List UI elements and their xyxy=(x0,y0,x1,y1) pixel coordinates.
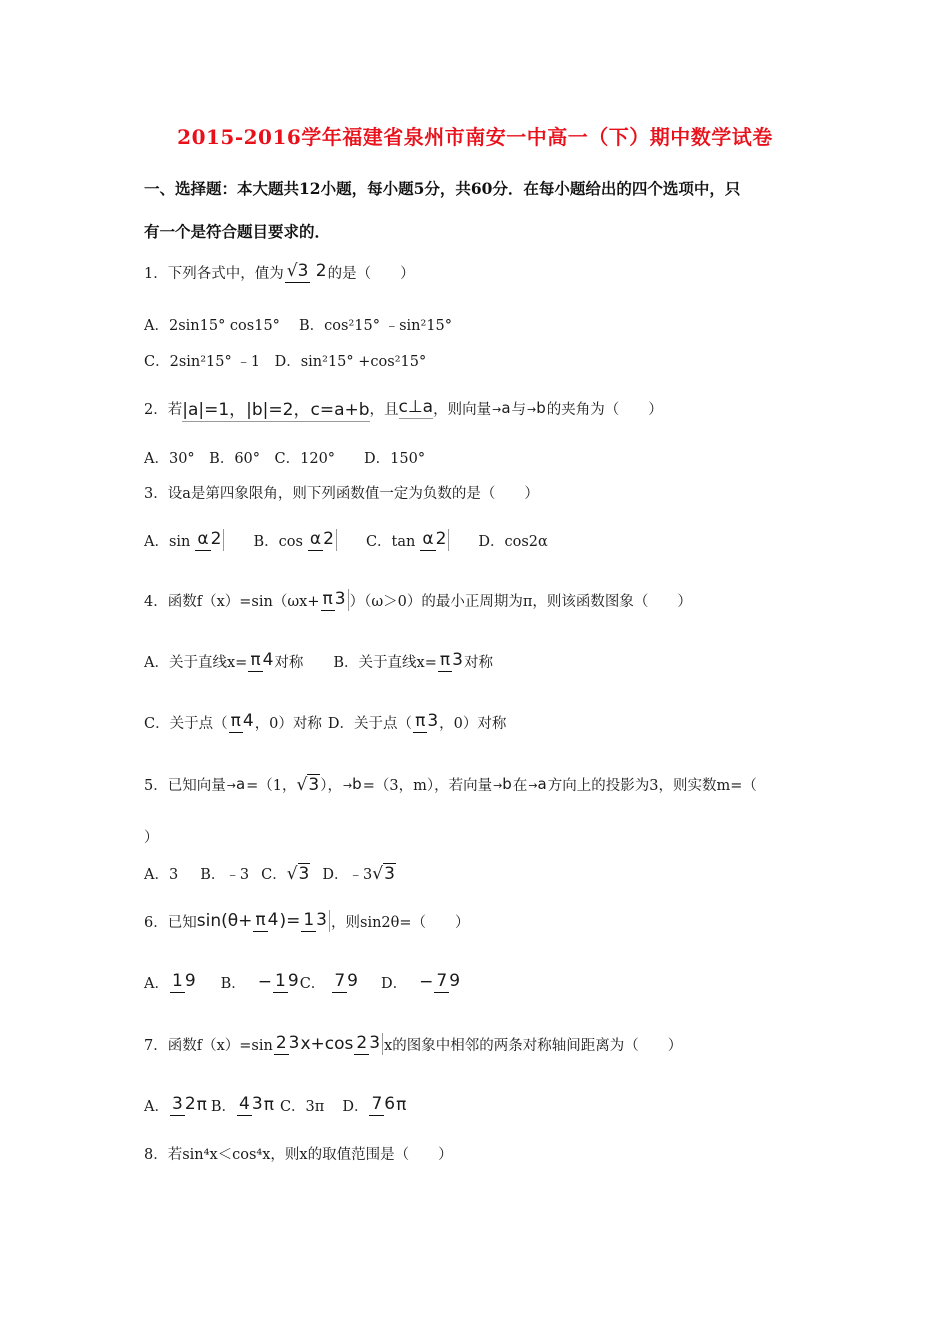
q5-opt-c: C． xyxy=(261,866,287,883)
q5-vector-a: →a xyxy=(226,774,246,793)
q5-opt-c-sqrt: √3 xyxy=(286,863,310,884)
question-4 xyxy=(144,580,692,620)
q4-opt-a-post: 对称 xyxy=(274,654,304,671)
q5-opt-a: A．3 xyxy=(144,866,179,883)
q5-options xyxy=(144,853,396,893)
question-2 xyxy=(144,388,663,428)
vector-arrow-icon: → xyxy=(226,778,236,792)
q6-pi-frac: π 4 xyxy=(255,910,279,930)
q6-opt-c-frac: 7 9 xyxy=(334,971,358,991)
q1-frac-num: √3 xyxy=(286,261,309,281)
q7-opt-a-frac: 3 2 xyxy=(171,1094,196,1114)
q2-condition: |a|=1，|b|=2，c=a+b xyxy=(182,395,369,422)
q3-options xyxy=(144,520,548,560)
q6-expr-b: )= xyxy=(279,911,301,931)
vector-arrow-icon: → xyxy=(342,778,353,792)
q7-opt-a-pi: π xyxy=(196,1095,207,1115)
q6-rhs-frac: 1 3 xyxy=(301,910,330,932)
q4-opt-a: A．关于直线x= xyxy=(144,654,248,671)
q4-opt-c: C．关于点（ xyxy=(144,715,228,732)
page-title: 2015-2016学年福建省泉州市南安一中高一（下）期中数学试卷 xyxy=(177,125,773,149)
q7-mid: x+cos xyxy=(300,1034,354,1054)
q1-options-ab: A．2sin15° cos15° B．cos²15° ﹣sin²15° xyxy=(144,317,453,334)
q5-stem-close: ） xyxy=(144,829,159,846)
question-6 xyxy=(144,901,470,941)
q3-opt-d: D．cos2α xyxy=(478,533,548,550)
q6-opt-a-frac: 1 9 xyxy=(171,971,196,991)
q4-fraction: π 3 xyxy=(321,589,349,611)
q5-opt-d: D．﹣3 xyxy=(322,866,373,883)
q2-options: A．30° B．60° C．120° D．150° xyxy=(144,450,426,467)
q7-opt-b: B． xyxy=(210,1098,237,1115)
q4-opt-d-frac: π 3 xyxy=(415,711,439,731)
q7-opt-b-frac: 4 3 xyxy=(239,1094,263,1114)
section-heading-line2: 有一个是符合题目要求的． xyxy=(144,222,331,241)
q5-opt-b: B．﹣3 xyxy=(200,866,250,883)
q3-opt-b-frac: α 2 xyxy=(308,529,337,551)
q7-opt-d: D． xyxy=(342,1098,369,1115)
q4-opt-c-frac: π 4 xyxy=(230,711,254,731)
q1-frac-den: 2 xyxy=(315,261,327,281)
q3-opt-a-frac: α 2 xyxy=(195,529,224,551)
q4-opt-b-frac: π 3 xyxy=(439,650,463,670)
q4-opt-a-frac: π 4 xyxy=(250,650,274,670)
q6-stem-b: ，则sin2θ=（ ） xyxy=(331,914,470,931)
q4-stem-a: 4．函数f（x）=sin（ωx+ xyxy=(144,593,320,610)
q2-stem-c: ，则向量 xyxy=(433,401,492,418)
question-5 xyxy=(144,764,757,804)
q4-opt-d-post: ，0）对称 xyxy=(439,715,507,732)
q6-opt-b-frac: 1 9 xyxy=(275,971,299,991)
q5-stem-e: 在 xyxy=(512,777,528,794)
q6-stem-a: 6．已知 xyxy=(144,914,197,931)
q6-opt-d-sign: − xyxy=(419,972,434,992)
q4-opt-b-post: 对称 xyxy=(463,654,493,671)
q7-opt-b-pi: π xyxy=(263,1095,274,1115)
q5-vector-b2: →b xyxy=(493,774,512,793)
q7-opt-d-frac: 7 6 xyxy=(371,1094,396,1114)
q3-opt-c-frac: α 2 xyxy=(420,529,449,551)
question-3: 3．设a是第四象限角，则下列函数值一定为负数的是（ ） xyxy=(144,485,539,502)
q5-vector-b: →b xyxy=(342,774,362,793)
q1-fraction xyxy=(285,261,327,283)
vector-arrow-icon: → xyxy=(492,402,502,416)
q4-opt-b: B．关于直线x= xyxy=(333,654,437,671)
q5-stem-b: =（1， xyxy=(246,777,297,794)
q2-stem-d: 的夹角为（ ） xyxy=(546,401,663,418)
q4-options-cd xyxy=(144,702,506,742)
q5-sqrt: √3 xyxy=(296,774,320,795)
vector-arrow-icon: → xyxy=(493,778,503,792)
q7-stem-b: x的图象中相邻的两条对称轴间距离为（ ） xyxy=(384,1037,683,1054)
q7-stem-a: 7．函数f（x）=sin xyxy=(144,1037,273,1054)
q1-stem-b: 的是（ ） xyxy=(327,265,415,282)
q5-vector-a2: →a xyxy=(528,774,547,793)
q7-opt-a: A． xyxy=(144,1098,169,1115)
q6-opt-c: C． xyxy=(299,975,326,992)
q5-stem-d: =（3，m），若向量 xyxy=(362,777,493,794)
section-heading-line1: 一、选择题：本大题共12小题，每小题5分，共60分．在每小题给出的四个选项中，只 xyxy=(144,179,741,198)
q5-stem-c: ）， xyxy=(320,777,342,794)
q3-opt-b: B．cos xyxy=(253,533,303,550)
q6-opt-d: D． xyxy=(380,975,408,992)
question-8: 8．若sin⁴x＜cos⁴x，则x的取值范围是（ ） xyxy=(144,1146,453,1163)
question-7 xyxy=(144,1024,682,1064)
q5-stem-f: 方向上的投影为3，则实数m=（ xyxy=(547,777,757,794)
q2-mid: 与 xyxy=(511,401,527,418)
q7-frac-1: 2 3 xyxy=(275,1033,300,1053)
q2-perpendicular: c⊥a xyxy=(398,397,434,417)
q7-opt-d-pi: π xyxy=(396,1095,407,1115)
q1-stem-a: 1．下列各式中，值为 xyxy=(144,265,284,282)
q4-options-ab xyxy=(144,641,493,681)
q4-opt-c-post: ，0）对称 xyxy=(254,715,322,732)
q6-opt-a: A． xyxy=(144,975,169,992)
q6-opt-d-frac: 7 9 xyxy=(436,971,461,991)
q7-options xyxy=(144,1085,406,1125)
q3-opt-c: C．tan xyxy=(365,533,416,550)
q4-opt-d: D．关于点（ xyxy=(327,715,413,732)
q2-stem-b: ，且 xyxy=(369,401,399,418)
q5-stem-a: 5．已知向量 xyxy=(144,777,226,794)
vector-arrow-icon: → xyxy=(528,778,538,792)
q2-vector-b: →b xyxy=(527,398,546,417)
q6-opt-b: B． xyxy=(220,975,246,992)
q6-options xyxy=(144,962,461,1002)
vector-arrow-icon: → xyxy=(527,402,537,416)
q7-opt-c: C．3π xyxy=(279,1098,325,1115)
question-1 xyxy=(144,252,415,292)
q7-frac-2: 2 3 xyxy=(354,1033,383,1055)
q2-stem-a: 2．若 xyxy=(144,401,183,418)
q6-opt-b-sign: − xyxy=(257,972,273,992)
q1-options-cd: C．2sin²15° ﹣1 D．sin²15° +cos²15° xyxy=(144,353,427,370)
q6-expr-a: sin(θ+ xyxy=(196,911,253,931)
q5-opt-d-sqrt: √3 xyxy=(372,863,395,884)
q4-stem-b: ）（ω＞0）的最小正周期为π，则该函数图象（ ） xyxy=(349,593,692,610)
q2-vector-a: →a xyxy=(492,398,511,417)
q3-opt-a: A．sin xyxy=(144,533,191,550)
